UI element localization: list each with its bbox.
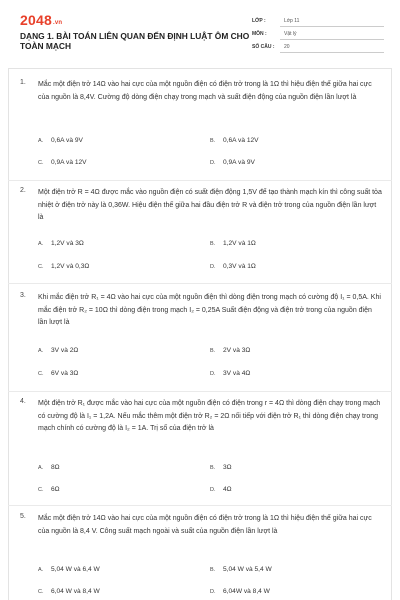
question-number: 5. [20,513,26,520]
meta-underline [280,52,384,53]
answer-option-a[interactable] [38,137,83,144]
option-letter: C. [38,264,44,270]
answer-option-c[interactable] [38,263,89,270]
option-text: 1,2V và 1Ω [223,240,256,247]
answer-option-b[interactable] [210,347,250,354]
class-label: LỚP : [252,18,266,24]
option-text: 0,9A và 9V [223,159,255,166]
option-text: 5,04 W và 5,4 W [223,566,272,573]
answer-option-a[interactable] [38,464,60,471]
answer-option-b[interactable] [210,240,256,247]
answer-option-b[interactable] [210,464,232,471]
question-divider [8,505,392,506]
answer-option-d[interactable] [210,588,270,595]
answer-option-b[interactable] [210,566,272,573]
meta-subject [252,31,384,44]
option-text: 0,9A và 12V [51,159,87,166]
answer-option-a[interactable] [38,347,78,354]
answer-option-d[interactable] [210,263,256,270]
option-text: 0,6A và 9V [51,137,83,144]
meta-class [252,18,384,31]
question-text: Mắc một điện trở 14Ω vào hai cực của một nguồn điện có điện trở trong là 1Ω thì hiệu điện thế giữa hai cực của nguồn là 8,4V. Cường độ dòng điện chạy trong mạch và suất điện động của nguồn điện lần lượt là [38,81,372,101]
option-letter: C. [38,487,44,493]
option-letter: D. [210,589,216,595]
option-text: 6,04 W và 8,4 W [51,588,100,595]
option-letter: D. [210,160,216,166]
option-text: 3V và 4Ω [223,370,251,377]
answer-option-d[interactable] [210,159,255,166]
option-letter: C. [38,589,44,595]
question-divider [8,391,392,392]
option-text: 1,2V và 0,3Ω [51,263,90,270]
count-value: 20 [284,44,290,50]
worksheet-header [0,0,400,66]
option-text: 8Ω [51,464,60,471]
option-letter: B. [210,465,216,471]
option-letter: D. [210,487,216,493]
question-divider [8,283,392,284]
answer-option-c[interactable] [38,486,60,493]
option-letter: A. [38,465,44,471]
question-text: Khi mắc điện trở R₁ = 4Ω vào hai cực của một nguồn điện thì dòng điện trong mạch có cường độ I₁ = 0,5A. Khi mắc điện trở R₂ = 10Ω thì dòng điện trong mạch I₂ = 0,25A Suất điện động và điện trở trong của nguồn điện lần lượt là [38,294,381,326]
answer-option-b[interactable] [210,137,259,144]
option-text: 6,04W và 8,4 W [223,588,270,595]
option-text: 5,04 W và 6,4 W [51,566,100,573]
answer-option-c[interactable] [38,588,100,595]
count-label: SỐ CÂU : [252,44,275,50]
logo-text: 2048 [20,12,52,28]
class-value: Lớp 11 [284,18,300,24]
option-text: 4Ω [223,486,232,493]
question-text: Một điện trở R = 4Ω được mắc vào nguồn điện có suất điện động 1,5V để tạo thành mạch kín thì công suất tỏa nhiệt ở điện trở này là 0,36W. Hiệu điện thế giữa hai đầu điện trở R và điện trở trong của nguồn điện lần lượt là [38,189,382,221]
question-text: Một điện trở R₁ được mắc vào hai cực của một nguồn điện có điện trong r = 4Ω thì dòng điện chạy trong mạch có cường độ là I₁ = 1,2A. Nếu mắc thêm một điện trở R₂ = 2Ω nối tiếp với điện trở R₁ thì dòng điện chạy trong mạch chính có cường độ là I₂ = 1A. Trị số của điện trở là [38,400,381,432]
option-text: 0,6A và 12V [223,137,259,144]
option-letter: B. [210,567,216,573]
answer-option-d[interactable] [210,486,232,493]
option-letter: A. [38,138,44,144]
question-number: 4. [20,398,26,405]
option-letter: C. [38,371,44,377]
option-letter: D. [210,264,216,270]
worksheet-title: DẠNG 1. BÀI TOÁN LIÊN QUAN ĐẾN ĐỊNH LUẬT ÔM CHO TOÀN MẠCH [20,31,250,51]
answer-option-c[interactable] [38,370,78,377]
option-text: 6Ω [51,486,60,493]
option-letter: A. [38,348,44,354]
meta-underline [280,39,384,40]
option-text: 0,3V và 1Ω [223,263,256,270]
option-letter: C. [38,160,44,166]
meta-underline [280,26,384,27]
option-letter: D. [210,371,216,377]
answer-option-a[interactable] [38,240,84,247]
subject-value: Vật lý [284,31,297,37]
site-logo[interactable] [20,12,62,28]
option-letter: B. [210,348,216,354]
option-text: 6V và 3Ω [51,370,79,377]
question-divider [8,180,392,181]
question-number: 2. [20,187,26,194]
answer-option-a[interactable] [38,566,100,573]
option-letter: A. [38,567,44,573]
answer-option-d[interactable] [210,370,250,377]
option-letter: A. [38,241,44,247]
option-text: 2V và 3Ω [223,347,251,354]
option-letter: B. [210,138,216,144]
question-number: 1. [20,79,26,86]
answer-option-c[interactable] [38,159,87,166]
option-text: 1,2V và 3Ω [51,240,84,247]
subject-label: MÔN : [252,31,267,37]
logo-suffix: .vn [52,20,63,26]
option-text: 3Ω [223,464,232,471]
question-number: 3. [20,292,26,299]
option-letter: B. [210,241,216,247]
question-text: Mắc một điện trở 14Ω vào hai cực của một nguồn điện có điện trở trong là 1Ω thì hiệu điện thế giữa hai cực của nguồn là 8,4 V. Công suất mạch ngoài và suất của nguồn điện lần lượt là [38,515,372,535]
option-text: 3V và 2Ω [51,347,79,354]
meta-count [252,44,384,57]
